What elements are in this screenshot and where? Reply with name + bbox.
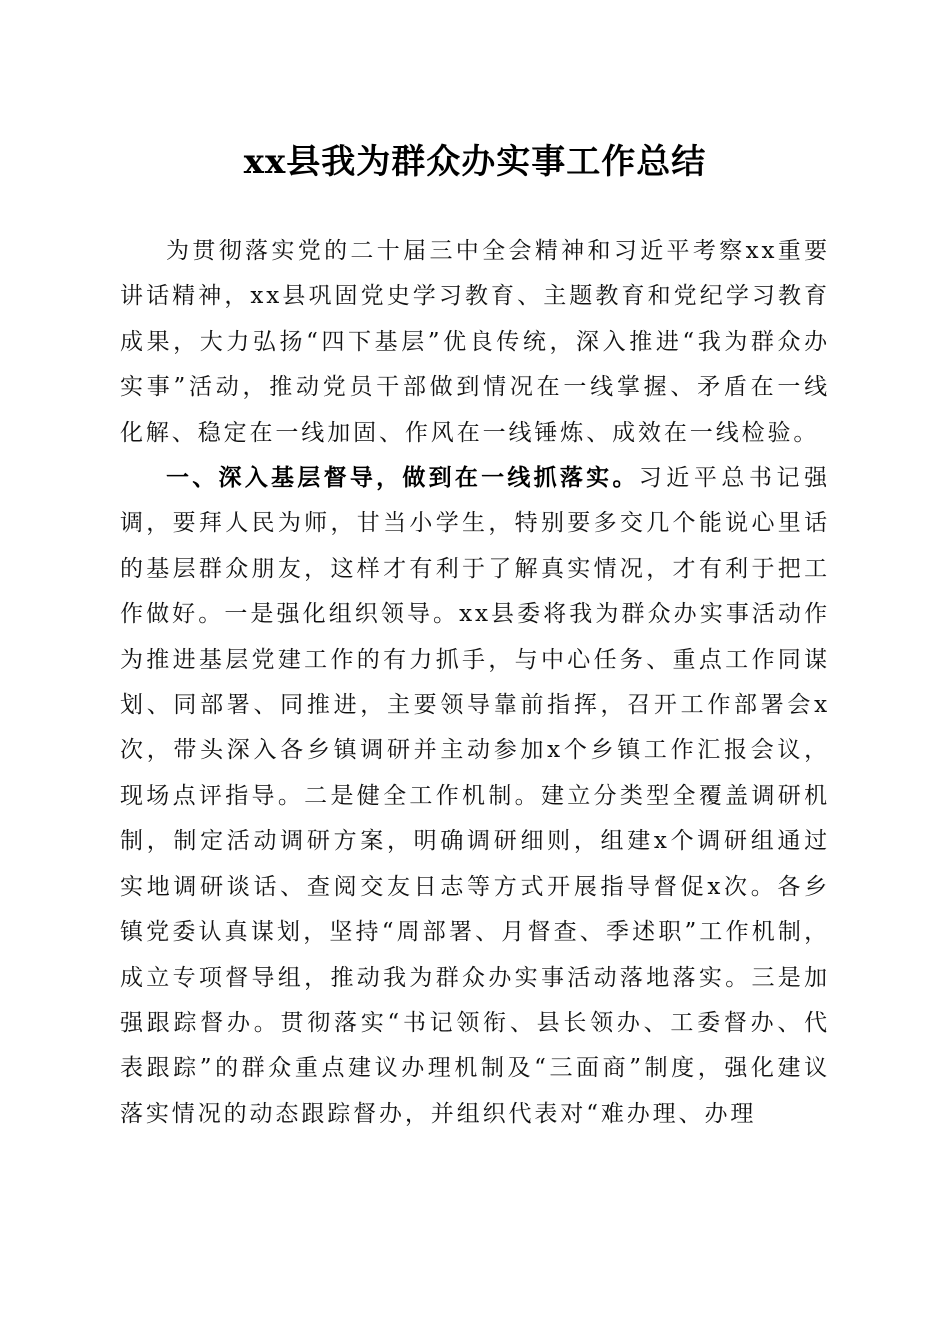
document-title: xx县我为群众办实事工作总结 [243,142,707,182]
section-1-heading: 一、深入基层督导，做到在一线抓落实。 [166,465,639,492]
document-body [120,229,830,1137]
section-1-body: 习近平总书记强调，要拜人民为师，甘当小学生，特别要多交几个能说心里话的基层群众朋友，这样才有利于了解真实情况，才有利于把工作做好。一是强化组织领导。xx县委将我为群众办实事活动作为推进基层党建工作的有力抓手，与中心任务、重点工作同谋划、同部署、同推进，主要领导靠前指挥，召开工作部署会x次，带头深入各乡镇调研并主动参加x个乡镇工作汇报会议，现场点评指导。二是健全工作机制。建立分类型全覆盖调研机制，制定活动调研方案，明确调研细则，组建x个调研组通过实地调研谈话、查阅交友日志等方式开展指导督促x次。各乡镇党委认真谋划，坚持“周部署、月督查、季述职”工作机制，成立专项督导组，推动我为群众办实事活动落地落实。三是加强跟踪督办。贯彻落实“书记领衔、县长领办、工委督办、代表跟踪”的群众重点建议办理机制及“三面商”制度，强化建议落实情况的动态跟踪督办，并组织代表对“难办理、办理 [120,465,830,1127]
section-1-paragraph [120,456,830,1137]
intro-paragraph: 为贯彻落实党的二十届三中全会精神和习近平考察xx重要讲话精神，xx县巩固党史学习教育、主题教育和党纪学习教育成果，大力弘扬“四下基层”优良传统，深入推进“我为群众办实事”活动，推动党员干部做到情况在一线掌握、矛盾在一线化解、稳定在一线加固、作风在一线锤炼、成效在一线检验。 [120,238,830,446]
